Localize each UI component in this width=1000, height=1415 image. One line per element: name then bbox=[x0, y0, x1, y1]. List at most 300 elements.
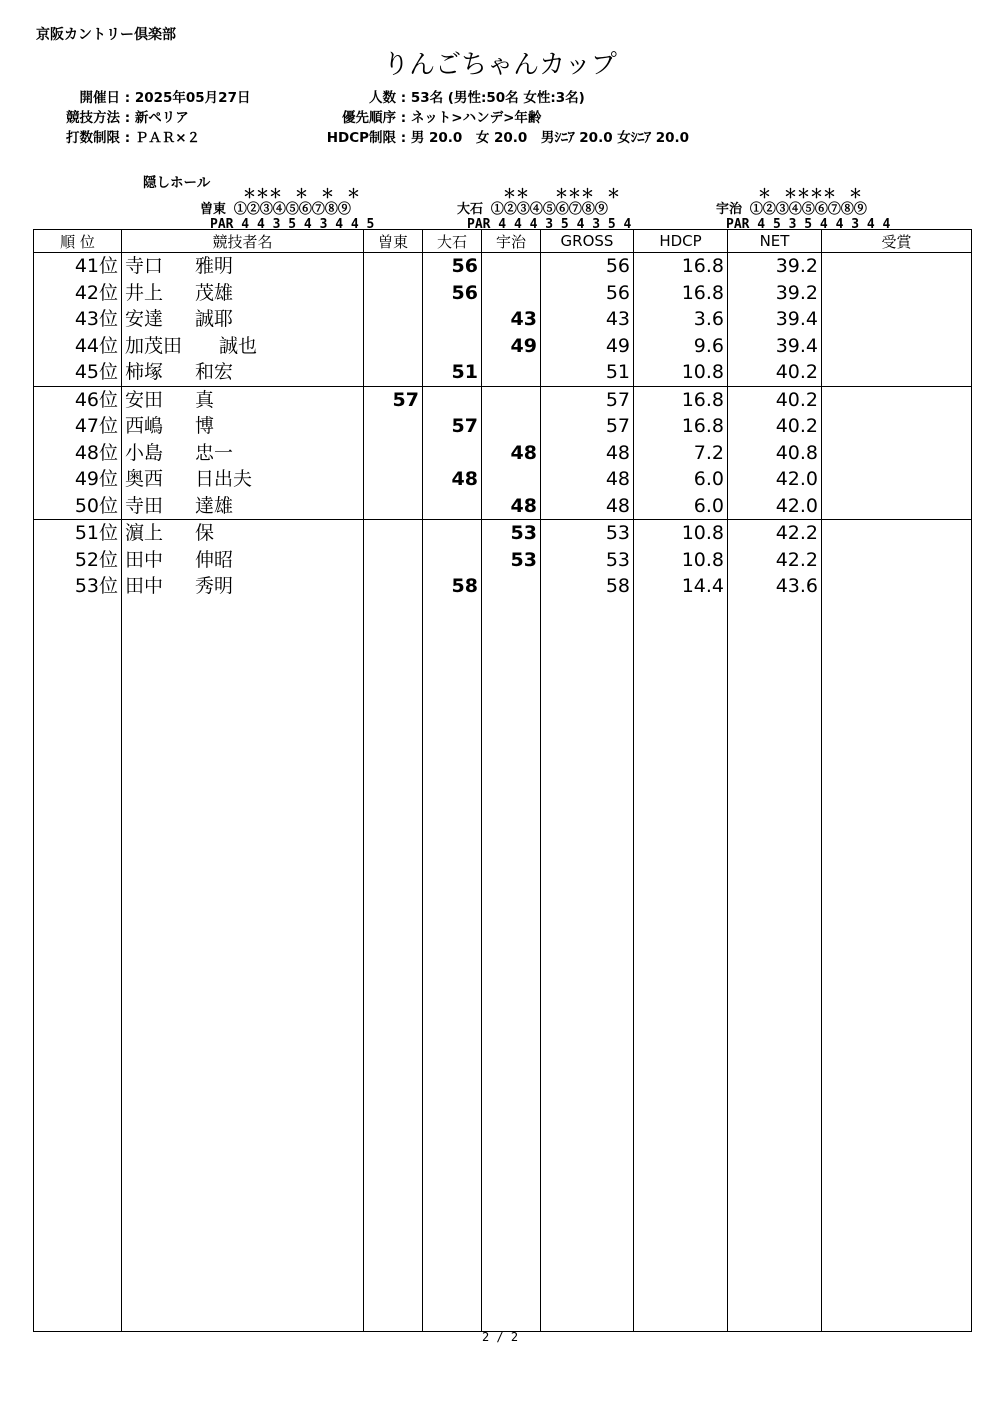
gross-cell bbox=[541, 816, 634, 843]
empty-row bbox=[34, 708, 972, 735]
net-cell bbox=[728, 681, 822, 708]
rank-cell bbox=[34, 924, 122, 951]
hdcp-cell bbox=[634, 1195, 728, 1222]
table-row bbox=[34, 547, 972, 574]
ooishi-score-cell bbox=[423, 627, 482, 654]
rank-cell bbox=[34, 816, 122, 843]
ooishi-score-cell: 58 bbox=[423, 573, 482, 600]
ooishi-score-cell bbox=[423, 735, 482, 762]
player-last-name: 寺口 bbox=[125, 255, 164, 278]
ooishi-score-cell bbox=[423, 816, 482, 843]
player-last-name: 安達 bbox=[125, 308, 164, 331]
empty-row bbox=[34, 1195, 972, 1222]
sotou-score-cell bbox=[364, 1006, 423, 1033]
rank-cell: 45位 bbox=[34, 359, 122, 386]
gross-cell bbox=[541, 1276, 634, 1303]
col-gross: GROSS bbox=[541, 230, 634, 253]
uji-score-cell bbox=[482, 816, 541, 843]
uji-score-cell bbox=[482, 762, 541, 789]
gross-cell: 48 bbox=[541, 493, 634, 520]
empty-row bbox=[34, 870, 972, 897]
player-name-cell bbox=[122, 1033, 364, 1060]
award-cell bbox=[822, 789, 972, 816]
player-name-cell bbox=[122, 870, 364, 897]
uji-score-cell bbox=[482, 843, 541, 870]
award-cell bbox=[822, 681, 972, 708]
sotou-score-cell bbox=[364, 708, 423, 735]
rank-cell bbox=[34, 762, 122, 789]
award-cell bbox=[822, 1168, 972, 1195]
page-title: りんごちゃんカップ bbox=[383, 50, 617, 80]
award-cell bbox=[822, 1304, 972, 1332]
course-name-line: 大石 ①②③④⑤⑥⑦⑧⑨ bbox=[457, 202, 608, 217]
sotou-score-cell bbox=[364, 1222, 423, 1249]
award-cell bbox=[822, 520, 972, 547]
uji-score-cell bbox=[482, 1304, 541, 1332]
gross-cell bbox=[541, 1222, 634, 1249]
player-name-cell bbox=[122, 1276, 364, 1303]
ooishi-score-cell bbox=[423, 1006, 482, 1033]
player-name-cell bbox=[122, 413, 364, 440]
player-name-cell bbox=[122, 547, 364, 574]
empty-row bbox=[34, 1276, 972, 1303]
net-cell bbox=[728, 600, 822, 627]
hdcp-cell bbox=[634, 1276, 728, 1303]
uji-score-cell bbox=[482, 952, 541, 979]
award-cell bbox=[822, 708, 972, 735]
hdcp-cell: 9.6 bbox=[634, 333, 728, 360]
col-uji: 宇治 bbox=[482, 230, 541, 253]
rank-cell: 53位 bbox=[34, 573, 122, 600]
empty-row bbox=[34, 897, 972, 924]
hdcp-value: 男 20.0 女 20.0 男ｼﾆｱ 20.0 女ｼﾆｱ 20.0 bbox=[410, 130, 690, 146]
par-line: PAR 4 4 4 3 5 4 3 5 4 bbox=[467, 217, 632, 232]
uji-score-cell: 53 bbox=[482, 547, 541, 574]
player-name-cell bbox=[122, 253, 364, 280]
hdcp-cell bbox=[634, 1168, 728, 1195]
player-name-cell bbox=[122, 897, 364, 924]
net-cell bbox=[728, 1168, 822, 1195]
ooishi-score-cell: 51 bbox=[423, 359, 482, 386]
rank-cell bbox=[34, 1033, 122, 1060]
gross-cell bbox=[541, 1033, 634, 1060]
net-cell: 39.4 bbox=[728, 333, 822, 360]
player-name-cell bbox=[122, 816, 364, 843]
gross-cell bbox=[541, 1304, 634, 1332]
gross-cell bbox=[541, 762, 634, 789]
uji-score-cell bbox=[482, 1168, 541, 1195]
info-priority: 優先順序 : ネット>ハンデ>年齢 bbox=[300, 106, 541, 126]
player-last-name: 柿塚 bbox=[125, 361, 164, 384]
rank-cell bbox=[34, 1195, 122, 1222]
rank-cell: 52位 bbox=[34, 547, 122, 574]
award-cell bbox=[822, 627, 972, 654]
gross-cell bbox=[541, 843, 634, 870]
empty-row bbox=[34, 843, 972, 870]
player-name-cell bbox=[122, 1222, 364, 1249]
player-first-name: 達雄 bbox=[195, 494, 234, 517]
count-value: 53名 (男性:50名 女性:3名) bbox=[410, 90, 585, 106]
net-cell: 40.2 bbox=[728, 359, 822, 386]
uji-score-cell bbox=[482, 870, 541, 897]
player-last-name: 田中 bbox=[125, 548, 164, 571]
gross-cell: 53 bbox=[541, 520, 634, 547]
award-cell bbox=[822, 924, 972, 951]
ooishi-score-cell bbox=[423, 979, 482, 1006]
player-name-cell bbox=[122, 924, 364, 951]
date-label: 開催日 bbox=[79, 90, 120, 106]
empty-row bbox=[34, 1060, 972, 1087]
gross-cell bbox=[541, 1141, 634, 1168]
par-line: PAR 4 5 3 5 4 4 3 4 4 bbox=[726, 217, 891, 232]
info-date: 開催日 : 2025年05月27日 bbox=[45, 86, 250, 106]
net-cell: 42.0 bbox=[728, 493, 822, 520]
uji-score-cell bbox=[482, 600, 541, 627]
empty-row bbox=[34, 952, 972, 979]
hdcp-cell bbox=[634, 600, 728, 627]
table-row bbox=[34, 413, 972, 440]
gross-cell: 49 bbox=[541, 333, 634, 360]
hdcp-cell bbox=[634, 1006, 728, 1033]
table-row bbox=[34, 333, 972, 360]
player-last-name: 安田 bbox=[125, 388, 164, 411]
hdcp-cell bbox=[634, 1033, 728, 1060]
rank-cell bbox=[34, 1249, 122, 1276]
net-cell bbox=[728, 952, 822, 979]
rank-cell bbox=[34, 952, 122, 979]
player-last-name: 加茂田 bbox=[125, 334, 183, 357]
sotou-score-cell bbox=[364, 306, 423, 333]
gross-cell: 58 bbox=[541, 573, 634, 600]
award-cell bbox=[822, 1141, 972, 1168]
award-cell bbox=[822, 333, 972, 360]
net-cell bbox=[728, 1087, 822, 1114]
empty-row bbox=[34, 1222, 972, 1249]
table-row bbox=[34, 253, 972, 280]
hdcp-cell bbox=[634, 979, 728, 1006]
award-cell bbox=[822, 762, 972, 789]
uji-score-cell bbox=[482, 1276, 541, 1303]
ooishi-score-cell bbox=[423, 762, 482, 789]
sotou-score-cell bbox=[364, 1141, 423, 1168]
hdcp-cell bbox=[634, 1222, 728, 1249]
ooishi-score-cell bbox=[423, 1114, 482, 1141]
player-first-name: 日出夫 bbox=[195, 468, 253, 491]
player-name-cell bbox=[122, 708, 364, 735]
uji-score-cell bbox=[482, 1033, 541, 1060]
award-cell bbox=[822, 466, 972, 493]
award-cell bbox=[822, 870, 972, 897]
net-cell bbox=[728, 924, 822, 951]
gross-cell: 48 bbox=[541, 466, 634, 493]
player-name-cell bbox=[122, 952, 364, 979]
rank-cell bbox=[34, 1168, 122, 1195]
net-cell bbox=[728, 816, 822, 843]
rank-cell: 46位 bbox=[34, 386, 122, 413]
hdcp-cell: 6.0 bbox=[634, 466, 728, 493]
hdcp-cell: 10.8 bbox=[634, 520, 728, 547]
uji-score-cell bbox=[482, 359, 541, 386]
ooishi-score-cell bbox=[423, 681, 482, 708]
net-cell: 39.2 bbox=[728, 253, 822, 280]
rank-cell bbox=[34, 708, 122, 735]
hidden-stars: ＊＊＊ ＊ ＊ ＊ bbox=[243, 187, 361, 202]
hdcp-cell bbox=[634, 924, 728, 951]
uji-score-cell bbox=[482, 789, 541, 816]
sotou-score-cell bbox=[364, 547, 423, 574]
gross-cell bbox=[541, 1114, 634, 1141]
table-row bbox=[34, 359, 972, 386]
uji-score-cell bbox=[482, 1087, 541, 1114]
rank-cell bbox=[34, 1141, 122, 1168]
rank-cell bbox=[34, 979, 122, 1006]
ooishi-score-cell bbox=[423, 440, 482, 467]
player-name-cell bbox=[122, 789, 364, 816]
uji-score-cell: 48 bbox=[482, 440, 541, 467]
gross-cell bbox=[541, 708, 634, 735]
ooishi-score-cell bbox=[423, 1060, 482, 1087]
ooishi-score-cell: 56 bbox=[423, 280, 482, 307]
sotou-score-cell bbox=[364, 1168, 423, 1195]
net-cell bbox=[728, 762, 822, 789]
net-cell bbox=[728, 1249, 822, 1276]
info-count: 人数 : 53名 (男性:50名 女性:3名) bbox=[300, 86, 585, 106]
course-name-line: 宇治 ①②③④⑤⑥⑦⑧⑨ bbox=[716, 202, 867, 217]
net-cell bbox=[728, 870, 822, 897]
results-table bbox=[33, 229, 972, 1332]
limit-label: 打数制限 bbox=[66, 130, 120, 146]
ooishi-score-cell: 56 bbox=[423, 253, 482, 280]
gross-cell bbox=[541, 789, 634, 816]
empty-row bbox=[34, 762, 972, 789]
hdcp-cell bbox=[634, 708, 728, 735]
gross-cell: 48 bbox=[541, 440, 634, 467]
col-award: 受賞 bbox=[822, 230, 972, 253]
ooishi-score-cell bbox=[423, 897, 482, 924]
hdcp-label: HDCP制限 bbox=[326, 130, 396, 146]
ooishi-score-cell bbox=[423, 547, 482, 574]
net-cell: 42.0 bbox=[728, 466, 822, 493]
uji-score-cell bbox=[482, 654, 541, 681]
net-cell: 40.8 bbox=[728, 440, 822, 467]
player-name-cell bbox=[122, 1304, 364, 1332]
player-name-cell bbox=[122, 1087, 364, 1114]
hdcp-cell bbox=[634, 870, 728, 897]
table-row bbox=[34, 573, 972, 600]
rank-cell bbox=[34, 1006, 122, 1033]
ooishi-score-cell bbox=[423, 1249, 482, 1276]
sotou-score-cell bbox=[364, 493, 423, 520]
sotou-score-cell bbox=[364, 870, 423, 897]
ooishi-score-cell bbox=[423, 493, 482, 520]
uji-score-cell: 43 bbox=[482, 306, 541, 333]
hdcp-cell: 16.8 bbox=[634, 253, 728, 280]
uji-score-cell bbox=[482, 466, 541, 493]
player-name-cell bbox=[122, 1168, 364, 1195]
player-first-name: 伸昭 bbox=[195, 548, 234, 571]
method-value: 新ペリア bbox=[134, 110, 189, 126]
player-first-name: 和宏 bbox=[195, 361, 234, 384]
hdcp-cell: 10.8 bbox=[634, 359, 728, 386]
ooishi-score-cell bbox=[423, 333, 482, 360]
rank-cell: 41位 bbox=[34, 253, 122, 280]
empty-row bbox=[34, 816, 972, 843]
gross-cell: 56 bbox=[541, 253, 634, 280]
rank-cell: 49位 bbox=[34, 466, 122, 493]
rank-cell bbox=[34, 1060, 122, 1087]
sotou-score-cell bbox=[364, 1060, 423, 1087]
rank-cell bbox=[34, 1304, 122, 1332]
ooishi-score-cell bbox=[423, 520, 482, 547]
uji-score-cell bbox=[482, 280, 541, 307]
gross-cell: 57 bbox=[541, 413, 634, 440]
award-cell bbox=[822, 600, 972, 627]
uji-score-cell bbox=[482, 1222, 541, 1249]
net-cell bbox=[728, 627, 822, 654]
uji-score-cell: 49 bbox=[482, 333, 541, 360]
player-last-name: 田中 bbox=[125, 575, 164, 598]
sotou-score-cell bbox=[364, 627, 423, 654]
hdcp-cell: 6.0 bbox=[634, 493, 728, 520]
uji-score-cell bbox=[482, 413, 541, 440]
award-cell bbox=[822, 359, 972, 386]
ooishi-score-cell bbox=[423, 1195, 482, 1222]
sotou-score-cell bbox=[364, 952, 423, 979]
col-sotou: 曽東 bbox=[364, 230, 423, 253]
uji-score-cell: 53 bbox=[482, 520, 541, 547]
gross-cell bbox=[541, 1249, 634, 1276]
ooishi-score-cell bbox=[423, 1168, 482, 1195]
table-row bbox=[34, 520, 972, 547]
date-value: 2025年05月27日 bbox=[134, 90, 251, 106]
gross-cell bbox=[541, 600, 634, 627]
ooishi-score-cell bbox=[423, 843, 482, 870]
uji-score-cell bbox=[482, 681, 541, 708]
gross-cell bbox=[541, 654, 634, 681]
award-cell bbox=[822, 1087, 972, 1114]
rank-cell: 42位 bbox=[34, 280, 122, 307]
table-row bbox=[34, 280, 972, 307]
player-name-cell bbox=[122, 979, 364, 1006]
sotou-score-cell bbox=[364, 681, 423, 708]
empty-row bbox=[34, 924, 972, 951]
rank-cell: 50位 bbox=[34, 493, 122, 520]
player-first-name: 誠耶 bbox=[195, 308, 234, 331]
rank-cell bbox=[34, 600, 122, 627]
hdcp-cell bbox=[634, 789, 728, 816]
award-cell bbox=[822, 253, 972, 280]
sotou-score-cell bbox=[364, 520, 423, 547]
sotou-score-cell bbox=[364, 843, 423, 870]
award-cell bbox=[822, 654, 972, 681]
empty-row bbox=[34, 979, 972, 1006]
player-first-name: 茂雄 bbox=[195, 281, 234, 304]
award-cell bbox=[822, 1195, 972, 1222]
player-last-name: 小島 bbox=[125, 441, 164, 464]
gross-cell bbox=[541, 870, 634, 897]
uji-score-cell bbox=[482, 1141, 541, 1168]
net-cell: 43.6 bbox=[728, 573, 822, 600]
gross-cell bbox=[541, 681, 634, 708]
hdcp-cell bbox=[634, 1087, 728, 1114]
empty-row bbox=[34, 735, 972, 762]
gross-cell bbox=[541, 952, 634, 979]
sotou-score-cell bbox=[364, 359, 423, 386]
ooishi-score-cell bbox=[423, 654, 482, 681]
gross-cell bbox=[541, 1006, 634, 1033]
award-cell bbox=[822, 306, 972, 333]
player-first-name: 雅明 bbox=[195, 255, 234, 278]
hdcp-cell: 14.4 bbox=[634, 573, 728, 600]
priority-label: 優先順序 bbox=[342, 110, 396, 126]
uji-score-cell bbox=[482, 897, 541, 924]
uji-score-cell bbox=[482, 1006, 541, 1033]
uji-score-cell: 48 bbox=[482, 493, 541, 520]
ooishi-score-cell: 57 bbox=[423, 413, 482, 440]
net-cell bbox=[728, 708, 822, 735]
col-name: 競技者名 bbox=[122, 230, 364, 253]
club-name: 京阪カントリー倶楽部 bbox=[36, 27, 176, 43]
sotou-score-cell bbox=[364, 1249, 423, 1276]
sotou-score-cell bbox=[364, 280, 423, 307]
empty-row bbox=[34, 1168, 972, 1195]
net-cell bbox=[728, 1060, 822, 1087]
rank-cell bbox=[34, 789, 122, 816]
hdcp-cell bbox=[634, 952, 728, 979]
net-cell bbox=[728, 1304, 822, 1332]
award-cell bbox=[822, 413, 972, 440]
net-cell: 42.2 bbox=[728, 520, 822, 547]
empty-row bbox=[34, 1006, 972, 1033]
sotou-score-cell bbox=[364, 253, 423, 280]
rank-cell bbox=[34, 1087, 122, 1114]
player-name-cell bbox=[122, 1249, 364, 1276]
hdcp-cell: 16.8 bbox=[634, 413, 728, 440]
limit-value: ＰＡＲ×２ bbox=[134, 130, 201, 146]
ooishi-score-cell bbox=[423, 924, 482, 951]
net-cell: 42.2 bbox=[728, 547, 822, 574]
player-first-name: 博 bbox=[195, 415, 215, 438]
info-hdcp: HDCP制限 : 男 20.0 女 20.0 男ｼﾆｱ 20.0 女ｼﾆｱ 20.0 bbox=[300, 126, 689, 146]
player-last-name: 西嶋 bbox=[125, 415, 164, 438]
gross-cell: 43 bbox=[541, 306, 634, 333]
sotou-score-cell bbox=[364, 413, 423, 440]
player-name-cell bbox=[122, 600, 364, 627]
empty-row bbox=[34, 1141, 972, 1168]
gross-cell bbox=[541, 1087, 634, 1114]
hdcp-cell bbox=[634, 1249, 728, 1276]
player-name-cell bbox=[122, 1195, 364, 1222]
player-last-name: 寺田 bbox=[125, 494, 164, 517]
hdcp-cell bbox=[634, 735, 728, 762]
award-cell bbox=[822, 897, 972, 924]
player-name-cell bbox=[122, 306, 364, 333]
sotou-score-cell: 57 bbox=[364, 386, 423, 413]
rank-cell bbox=[34, 1276, 122, 1303]
gross-cell bbox=[541, 627, 634, 654]
rank-cell: 47位 bbox=[34, 413, 122, 440]
award-cell bbox=[822, 1249, 972, 1276]
award-cell bbox=[822, 1033, 972, 1060]
ooishi-score-cell bbox=[423, 870, 482, 897]
empty-row bbox=[34, 600, 972, 627]
player-last-name: 井上 bbox=[125, 281, 164, 304]
sotou-score-cell bbox=[364, 600, 423, 627]
hdcp-cell bbox=[634, 897, 728, 924]
rank-cell bbox=[34, 654, 122, 681]
net-cell: 39.2 bbox=[728, 280, 822, 307]
uji-score-cell bbox=[482, 1114, 541, 1141]
